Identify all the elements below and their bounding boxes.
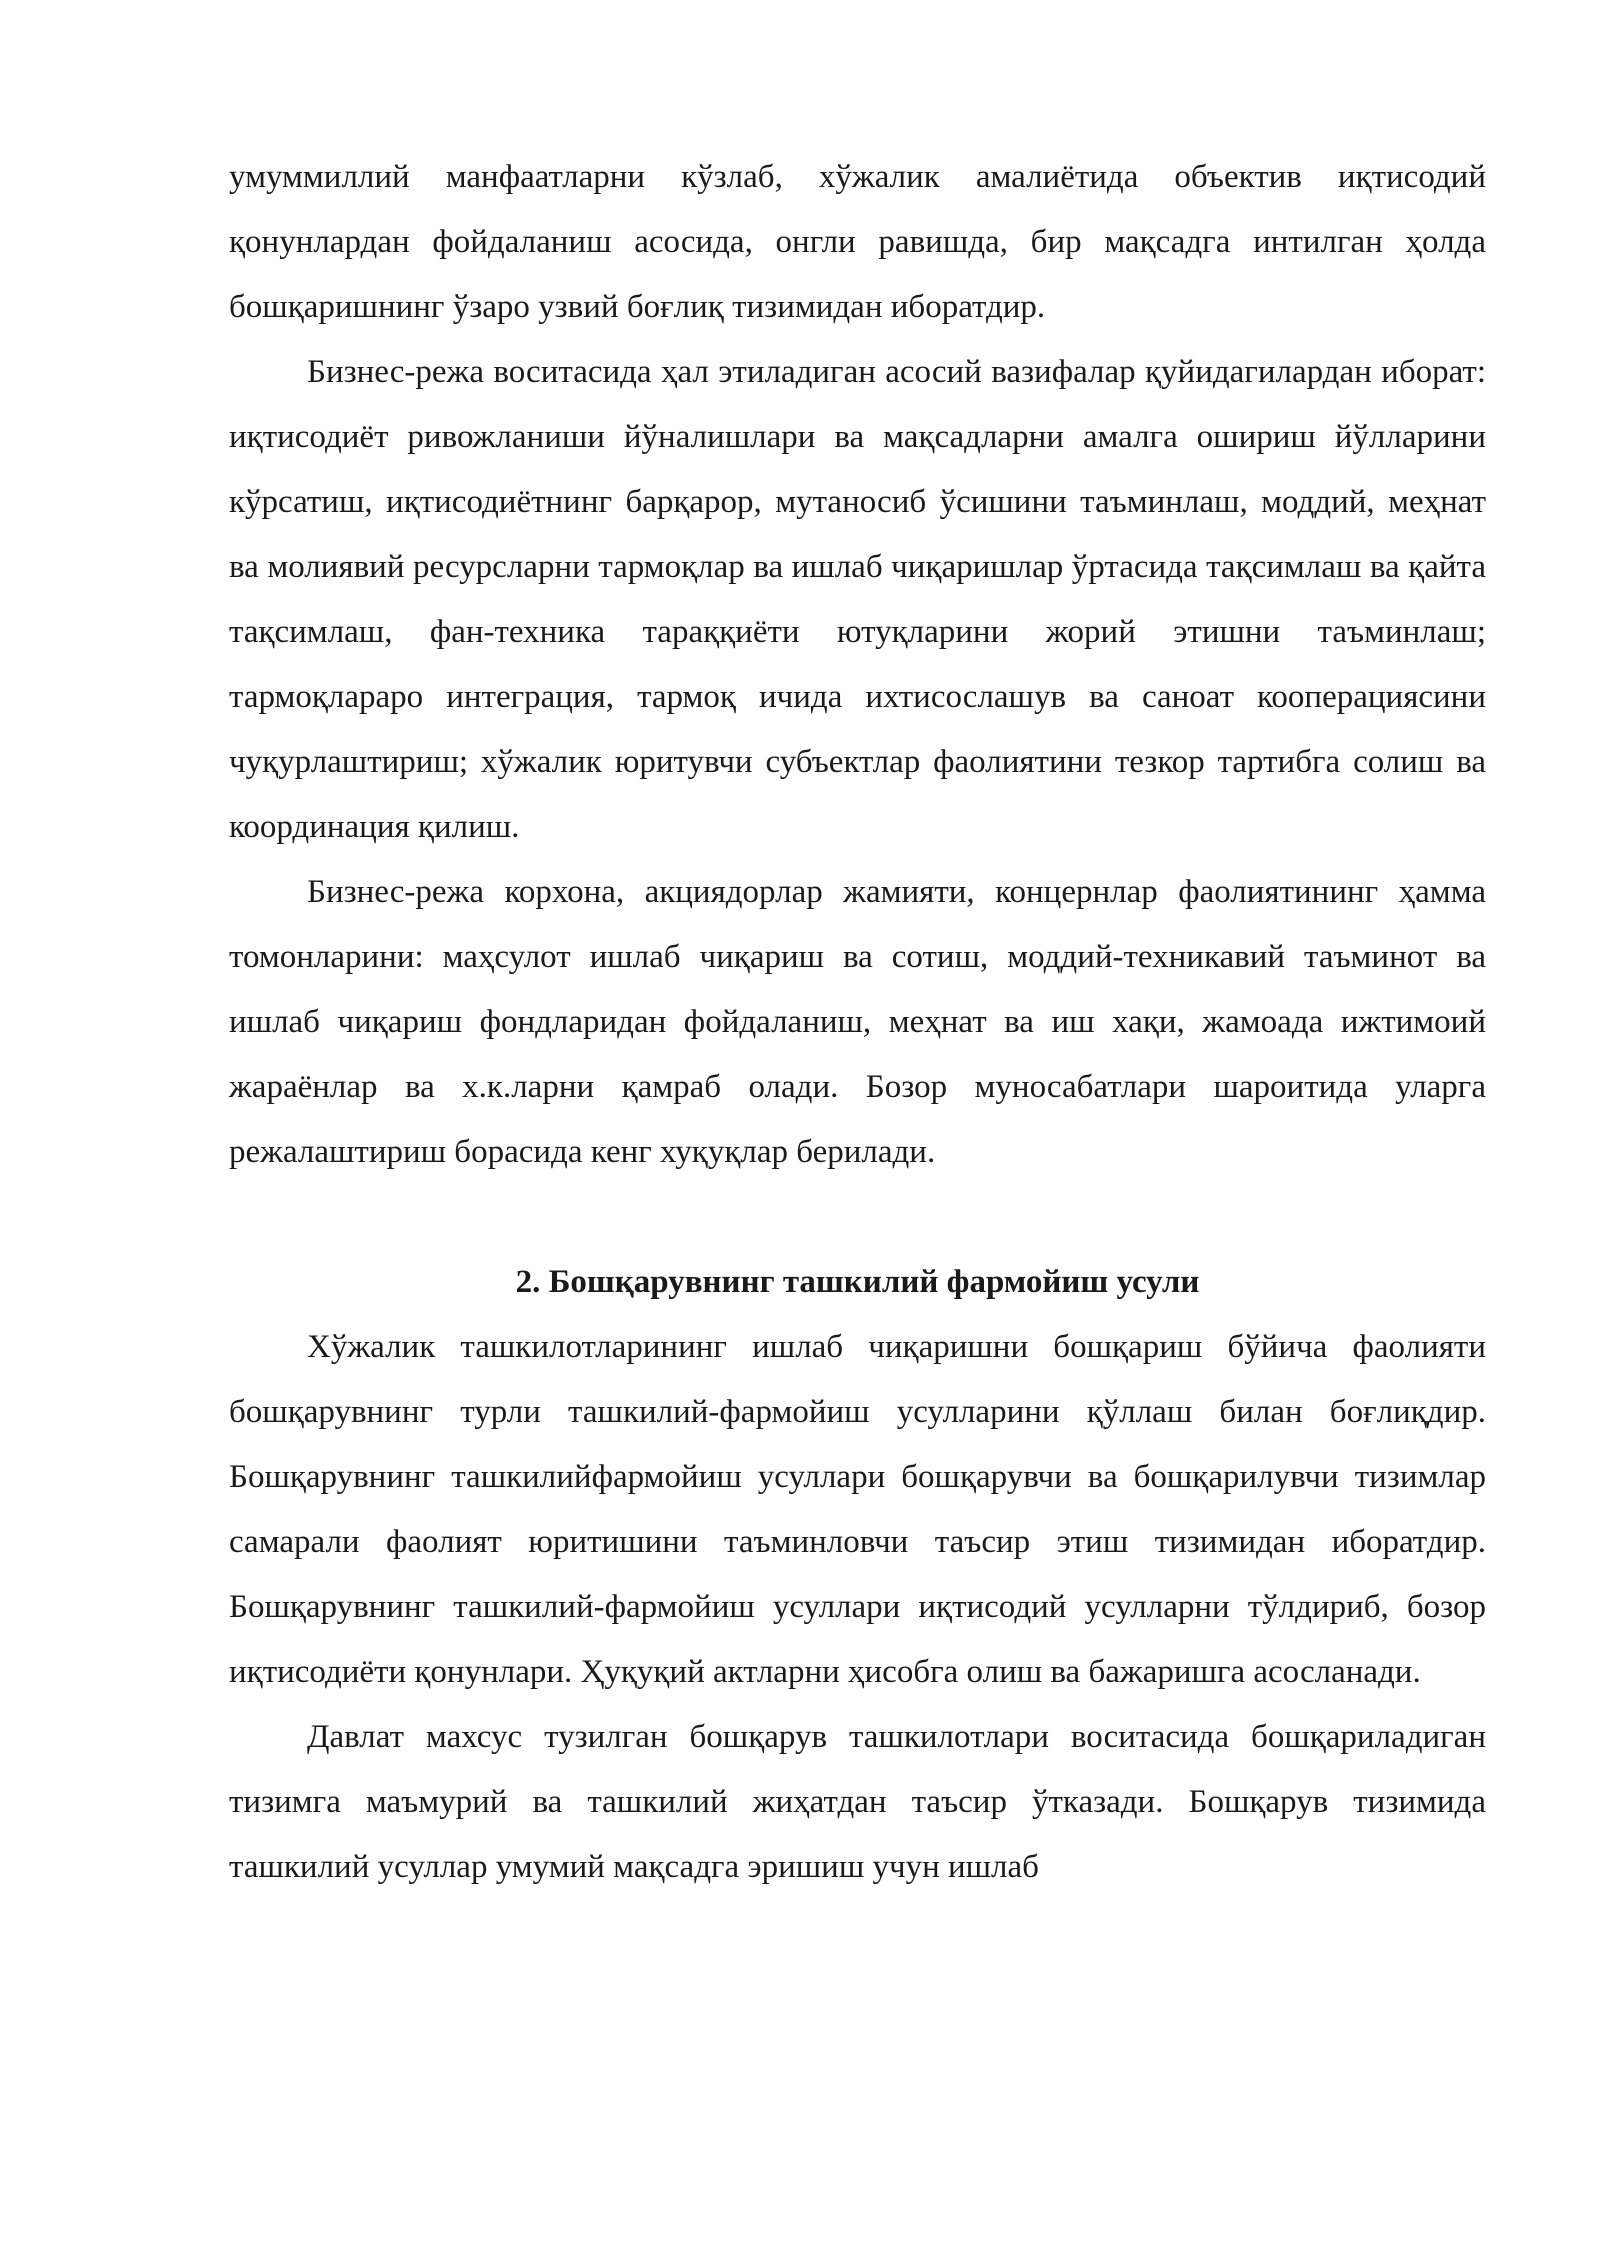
paragraph: Бизнес-режа воситасида ҳал этиладиган асосий вазифалар қуйидагилардан иборат: иқтисодиёт ривожланиши йўналишлари ва мақсадларни амалга ошириш йўлларини кўрсатиш, иқтисодиётнинг барқарор, мутаносиб ўсишини таъминлаш, моддий, меҳнат ва молиявий ресурсларни тармоқлар ва ишлаб чиқаришлар ўртасида тақсимлаш ва қайта тақсимлаш, фан-техника тараққиёти ютуқларини жорий этишни таъминлаш; тармоқлараро интеграция, тармоқ ичида ихтисослашув ва саноат кооперациясини чуқурлаштириш; хўжалик юритувчи субъектлар фаолиятини тезкор тартибга солиш ва координация қилиш. xyxy=(229,354,1486,845)
section-heading: 2. Бошқарувнинг ташкилий фармойиш усули xyxy=(515,1264,1200,1300)
paragraph: Давлат махсус тузилган бошқарув ташкилотлари воситасида бошқариладиган тизимга маъмурий ва ташкилий жиҳатдан таъсир ўтказади. Бошқарув тизимида ташкилий усуллар умумий мақсадга эришиш учун ишлаб xyxy=(229,1719,1486,1885)
paragraph: Хўжалик ташкилотларининг ишлаб чиқаришни бошқариш бўйича фаолияти бошқарувнинг турли ташкилий-фармойиш усулларини қўллаш билан боғлиқдир. Бошқарувнинг ташкилийфармойиш усуллари бошқарувчи ва бошқарилувчи тизимлар самарали фаолият юритишини таъминловчи таъсир этиш тизимидан иборатдир. Бошқарувнинг ташкилий-фармойиш усуллари иқтисодий усулларни тўлдириб, бозор иқтисодиёти қонунлари. Ҳуқуқий актларни ҳисобга олиш ва бажаришга асосланади. xyxy=(229,1329,1486,1690)
paragraph: умуммиллий манфаатларни кўзлаб, хўжалик амалиётида объектив иқтисодий қонунлардан фойдаланиш асосида, онгли равишда, бир мақсадга интилган ҳолда бошқаришнинг ўзаро узвий боғлиқ тизимидан иборатдир. xyxy=(229,159,1486,325)
document-page xyxy=(229,145,1486,1900)
paragraph: Бизнес-режа корхона, акциядорлар жамияти, концернлар фаолиятининг ҳамма томонларини: маҳсулот ишлаб чиқариш ва сотиш, моддий-техникавий таъминот ва ишлаб чиқариш фондларидан фойдаланиш, меҳнат ва иш хақи, жамоада ижтимоий жараёнлар ва х.к.ларни қамраб олади. Бозор муносабатлари шароитида уларга режалаштириш борасида кенг хуқуқлар берилади. xyxy=(229,874,1486,1170)
